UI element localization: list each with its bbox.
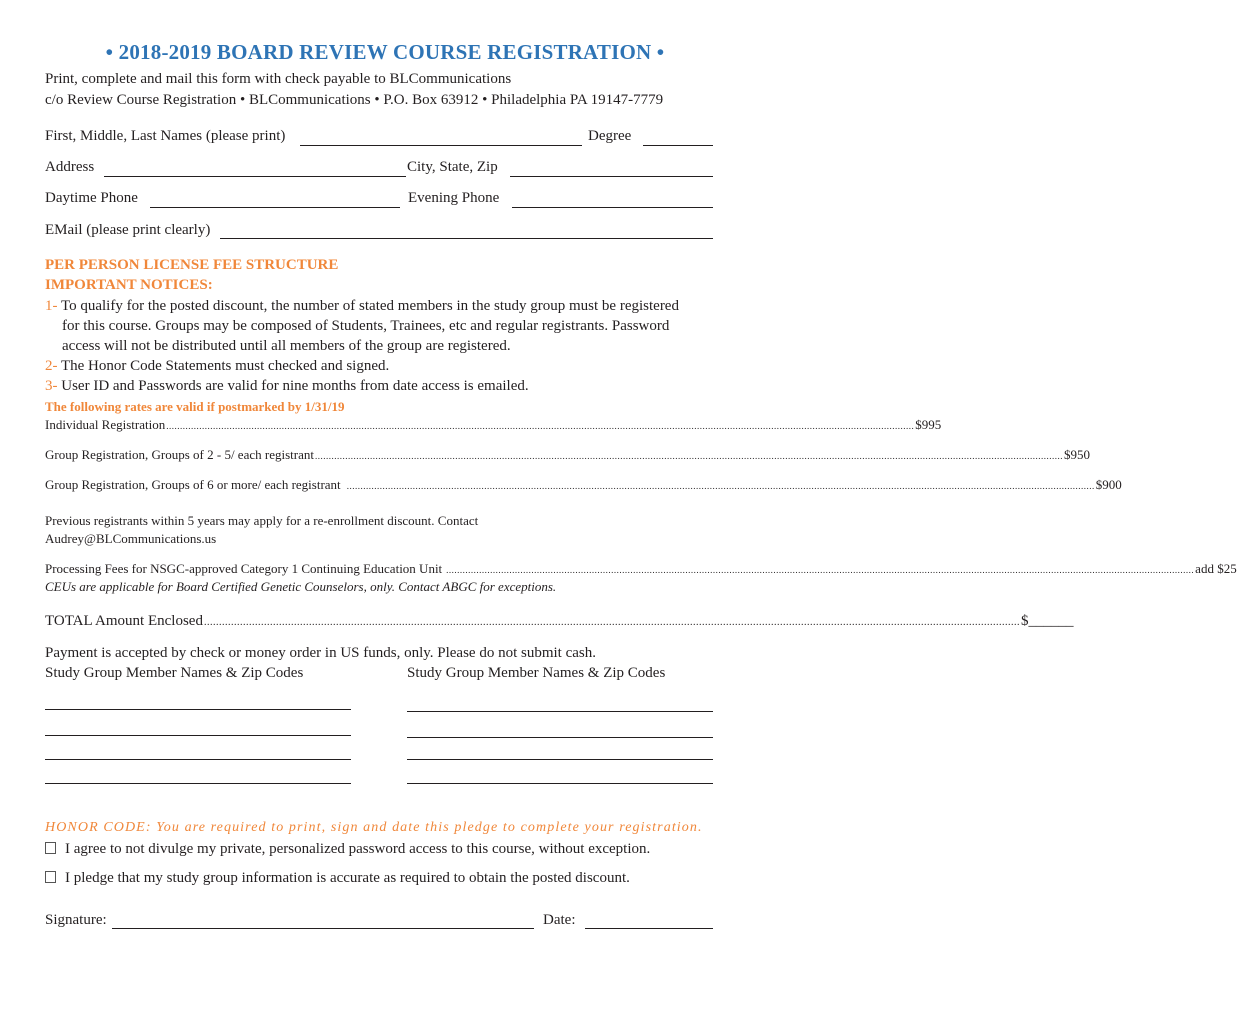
degree-input-line[interactable] — [643, 145, 713, 146]
study-group-member-line[interactable] — [407, 783, 713, 784]
email-input-line[interactable] — [220, 238, 713, 239]
daytime-phone-label: Daytime Phone — [45, 190, 138, 206]
processing-fee-row — [45, 561, 1237, 577]
notice-3-text: User ID and Passwords are valid for nine months from date access is emailed. — [61, 378, 529, 394]
leader-dots: ................................................................................................................................................................................................................................................................................ — [314, 451, 1063, 461]
study-group-member-line[interactable] — [45, 783, 351, 784]
total-amount-field[interactable]: $______ — [1020, 613, 1074, 629]
notice-3 — [45, 378, 529, 395]
payment-note: Payment is accepted by check or money order in US funds, only. Please do not submit cash. — [45, 645, 596, 661]
study-group-member-line[interactable] — [45, 759, 351, 760]
degree-label: Degree — [588, 128, 632, 144]
intro-line-2: c/o Review Course Registration • BLCommunications • P.O. Box 63912 • Philadelphia PA 19147-7779 — [45, 92, 664, 108]
daytime-phone-input-line[interactable] — [150, 207, 400, 208]
processing-fee-label: Processing Fees for NSGC-approved Category 1 Continuing Education Unit — [45, 561, 443, 576]
total-row — [45, 613, 1074, 630]
pledge-1 — [45, 841, 650, 858]
important-notices-heading: IMPORTANT NOTICES: — [45, 277, 213, 293]
leader-dots: ................................................................................................................................................................................................................................................................................ — [346, 481, 1095, 491]
email-label: EMail (please print clearly) — [45, 222, 211, 238]
evening-phone-input-line[interactable] — [512, 207, 713, 208]
rate-amount: $900 — [1095, 477, 1122, 492]
notice-2-number: 2- — [45, 358, 58, 374]
fee-structure-heading: PER PERSON LICENSE FEE STRUCTURE — [45, 257, 339, 273]
names-label: First, Middle, Last Names (please print) — [45, 128, 286, 144]
study-group-member-line[interactable] — [45, 709, 351, 710]
form-title: • 2018-2019 BOARD REVIEW COURSE REGISTRATION • — [105, 40, 665, 64]
study-group-member-line[interactable] — [45, 735, 351, 736]
notice-1-number: 1- — [45, 298, 58, 314]
ceu-note: CEUs are applicable for Board Certified Genetic Counselors, only. Contact ABGC for exceptions. — [45, 579, 557, 594]
rate-label: Group Registration, Groups of 2 - 5/ each registrant — [45, 447, 314, 462]
study-group-member-line[interactable] — [407, 711, 713, 712]
rate-row-group-2-5 — [45, 447, 1090, 463]
rate-label: Group Registration, Groups of 6 or more/ each registrant — [45, 477, 341, 492]
notice-1 — [45, 298, 679, 315]
pledge-1-text: I agree to not divulge my private, personalized password access to this course, without exception. — [65, 841, 651, 857]
rate-row-group-6-plus — [45, 477, 1122, 493]
study-group-member-line[interactable] — [407, 759, 713, 760]
address-label: Address — [45, 159, 95, 175]
rate-row-individual — [45, 417, 942, 433]
leader-dots: ................................................................................................................................................................................................................................................................................ — [166, 421, 915, 431]
pledge-1-checkbox[interactable] — [45, 842, 56, 854]
reenroll-email: Audrey@BLCommunications.us — [45, 531, 217, 546]
notice-1-line-2: for this course. Groups may be composed of Students, Trainees, etc and regular registrants. Password — [62, 318, 670, 334]
study-group-right-heading: Study Group Member Names & Zip Codes — [407, 665, 666, 681]
leader-dots: ................................................................................................................................................................................................................................................................................ — [203, 617, 1020, 628]
notice-2 — [45, 358, 389, 375]
notice-1-line-1: To qualify for the posted discount, the number of stated members in the study group must be registered — [60, 298, 679, 314]
rate-label: Individual Registration — [45, 417, 166, 432]
pledge-2 — [45, 870, 630, 887]
names-input-line[interactable] — [300, 145, 582, 146]
rate-amount: $950 — [1063, 447, 1090, 462]
city-state-zip-input-line[interactable] — [510, 176, 713, 177]
city-state-zip-label: City, State, Zip — [407, 159, 498, 175]
pledge-2-text: I pledge that my study group information is accurate as required to obtain the posted discount. — [65, 870, 630, 886]
rate-amount: $995 — [915, 417, 942, 432]
study-group-left-heading: Study Group Member Names & Zip Codes — [45, 665, 304, 681]
total-label: TOTAL Amount Enclosed — [45, 613, 203, 629]
signature-label: Signature: — [45, 912, 107, 928]
study-group-member-line[interactable] — [407, 737, 713, 738]
date-input-line[interactable] — [585, 928, 713, 929]
processing-fee-amount: add $25 — [1195, 561, 1237, 576]
notice-2-text: The Honor Code Statements must checked and signed. — [60, 358, 390, 374]
date-label: Date: — [543, 912, 576, 928]
leader-dots: ................................................................................................................................................................................................................................................................................ — [446, 565, 1195, 575]
rates-valid-note: The following rates are valid if postmarked by 1/31/19 — [45, 399, 345, 414]
signature-input-line[interactable] — [112, 928, 534, 929]
reenroll-line-1: Previous registrants within 5 years may apply for a re-enrollment discount. Contact — [45, 513, 479, 528]
evening-phone-label: Evening Phone — [408, 190, 500, 206]
pledge-2-checkbox[interactable] — [45, 871, 56, 883]
notice-3-number: 3- — [45, 378, 58, 394]
intro-line-1: Print, complete and mail this form with check payable to BLCommunications — [45, 71, 512, 87]
address-input-line[interactable] — [104, 176, 406, 177]
honor-code-heading: HONOR CODE: You are required to print, sign and date this pledge to complete your registration. — [45, 820, 703, 835]
notice-1-line-3: access will not be distributed until all members of the group are registered. — [62, 338, 511, 354]
